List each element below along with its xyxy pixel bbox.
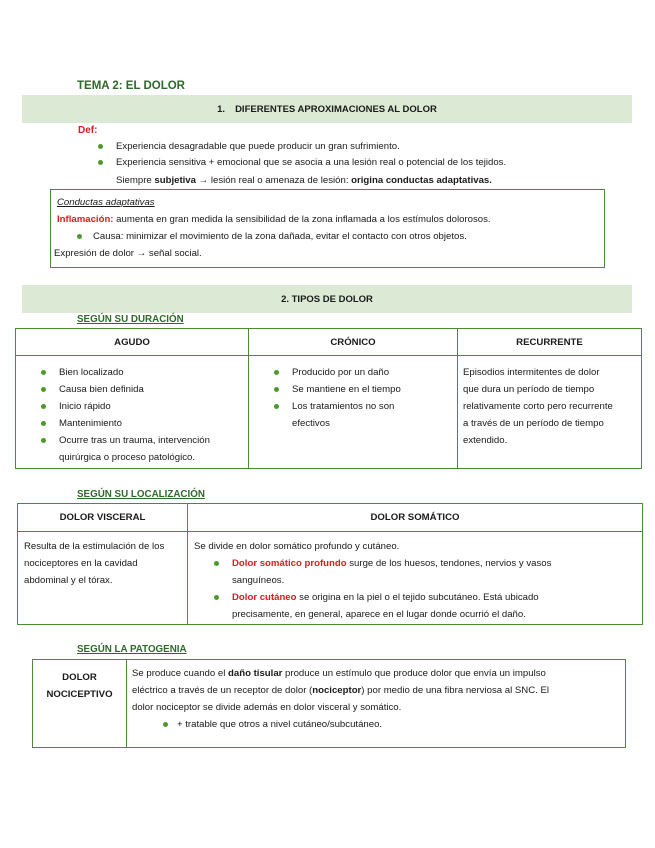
recurrente-line: relativamente corto pero recurrente: [463, 401, 613, 412]
bullet-dot-icon: [77, 234, 82, 239]
section2-band: [22, 285, 632, 313]
recurrente-cell: [458, 356, 642, 469]
section2-heading: 2. TIPOS DE DOLOR: [281, 293, 373, 305]
section1-heading: DIFERENTES APROXIMACIONES AL DOLOR: [235, 103, 437, 115]
list-item-continuation: quirúrgica o proceso patológico.: [59, 452, 195, 463]
bullet-dot-icon: [214, 561, 219, 566]
somatico-deep-continuation: sanguíneos.: [232, 575, 285, 586]
list-item-continuation: efectivos: [292, 418, 330, 429]
header-visceral: DOLOR VISCERAL: [18, 504, 188, 532]
box-heading: Conductas adaptativas: [57, 197, 155, 208]
section1-band: [22, 95, 632, 123]
adaptive-behaviors-box: Conductas adaptativas Inflamación: aumenta en gran medida la sensibilidad de la zona inflamada a los estímulos dolorosos. Causa: minimizar el movimiento de la zona dañada, evitar el contacto con otros objetos. Expresión de dolor → señal social.: [50, 189, 605, 268]
somatico-intro: Se divide en dolor somático profundo y cutáneo.: [194, 541, 400, 552]
bullet-dot-icon: [98, 160, 103, 165]
somatico-cut-continuation: precisamente, en general, aparece en el lugar donde ocurrió el daño.: [232, 609, 526, 620]
visceral-line: Resulta de la estimulación de los: [24, 541, 165, 552]
header-somatico: DOLOR SOMÁTICO: [188, 504, 643, 532]
visceral-line: nociceptores en la cavidad: [24, 558, 138, 569]
duration-table: [15, 328, 642, 469]
pathogeny-subheading: SEGÚN LA PATOGENIA: [77, 644, 187, 655]
recurrente-line: que dura un período de tiempo: [463, 384, 595, 395]
agudo-cell: Bien localizado Causa bien definida Inicio rápido Mantenimiento Ocurre tras un trauma, intervención quirúrgica o proceso patológico.: [16, 356, 249, 469]
location-table: [17, 503, 643, 625]
bullet-dot-icon: [41, 404, 46, 409]
page-title: TEMA 2: EL DOLOR: [77, 80, 185, 92]
bullet-dot-icon: [274, 387, 279, 392]
section1-number: 1.: [217, 103, 226, 115]
noci-line-1: Se produce cuando el daño tisular produce un estímulo que produce dolor que envía un impulso: [132, 668, 546, 679]
bullet-dot-icon: [98, 144, 103, 149]
recurrente-line: extendido.: [463, 435, 508, 446]
header-nociceptivo: DOLOR NOCICEPTIVO: [33, 660, 127, 748]
header-recurrente: RECURRENTE: [458, 329, 642, 356]
header-cronico: CRÓNICO: [249, 329, 458, 356]
noci-line-2: eléctrico a través de un receptor de dolor (nociceptor) por medio de una fibra nerviosa al SNC. El: [132, 685, 549, 696]
nociceptivo-cell: Se produce cuando el daño tisular produce un estímulo que produce dolor que envía un impulso eléctrico a través de un receptor de dolor (nociceptor) por medio de una fibra nerviosa al SNC. El dolor nociceptor se divide además en dolor visceral y somático. + tratable que otros a nivel cutáneo/subcutáneo.: [127, 660, 626, 748]
bullet-dot-icon: [163, 722, 168, 727]
expression-line: Expresión de dolor → señal social.: [54, 248, 202, 259]
bullet-dot-icon: [214, 595, 219, 600]
recurrente-line: a través de un período de tiempo: [463, 418, 604, 429]
cronico-cell: Producido por un daño Se mantiene en el tiempo Los tratamientos no son efectivos: [249, 356, 458, 469]
bullet-dot-icon: [41, 421, 46, 426]
somatico-cell: Se divide en dolor somático profundo y cutáneo. Dolor somático profundo surge de los huesos, tendones, nervios y vasos sanguíneos. Dolor cutáneo se origina en la piel o el tejido subcutáneo. Está ubicado precisamente, en general, aparece en el lugar donde ocurrió el daño.: [188, 532, 643, 625]
nociceptive-table: [32, 659, 626, 748]
def-line-3: Siempre subjetiva → lesión real o amenaza de lesión: origina conductas adaptativas.: [116, 175, 492, 186]
bullet-dot-icon: [41, 438, 46, 443]
visceral-line: abdominal y el tórax.: [24, 575, 113, 586]
duration-subheading: SEGÚN SU DURACIÓN: [77, 314, 184, 325]
recurrente-line: Episodios intermitentes de dolor: [463, 367, 600, 378]
bullet-dot-icon: [41, 370, 46, 375]
noci-line-3: dolor nociceptor se divide además en dolor visceral y somático.: [132, 702, 402, 713]
def-label: Def:: [78, 125, 98, 136]
bullet-dot-icon: [274, 370, 279, 375]
bullet-dot-icon: [274, 404, 279, 409]
visceral-cell: [18, 532, 188, 625]
header-agudo: AGUDO: [16, 329, 249, 356]
bullet-dot-icon: [41, 387, 46, 392]
inflammation-line: Inflamación: aumenta en gran medida la sensibilidad de la zona inflamada a los estímulos dolorosos.: [57, 214, 491, 225]
location-subheading: SEGÚN SU LOCALIZACIÓN: [77, 489, 205, 500]
